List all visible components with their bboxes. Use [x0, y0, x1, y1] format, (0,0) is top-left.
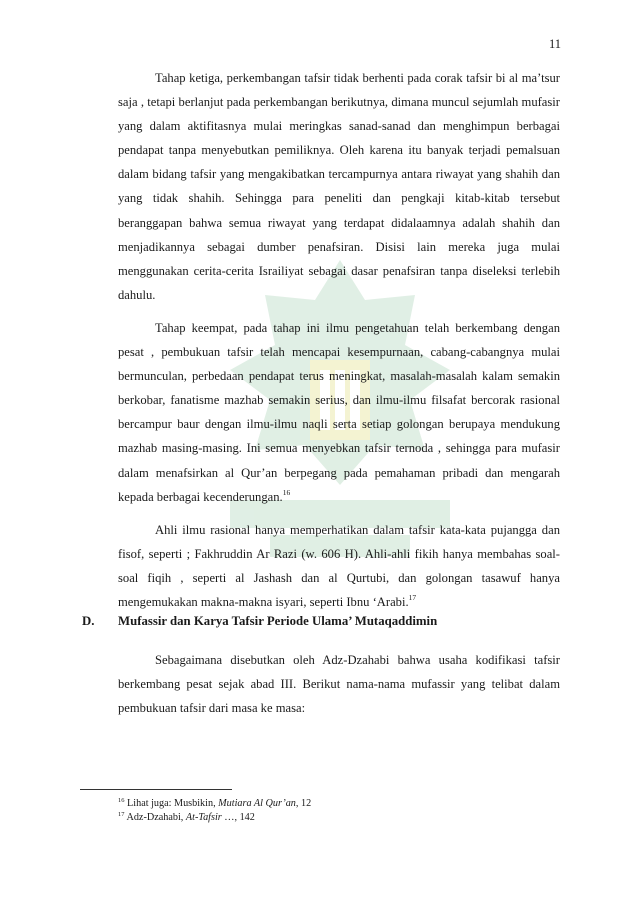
footnote-reference[interactable]: 17	[408, 592, 417, 602]
page-number: 11	[548, 37, 561, 51]
section-heading	[82, 614, 562, 629]
paragraph-tahap-ketiga: Tahap ketiga, perkembangan tafsir tidak berhenti pada corak tafsir bi al ma’tsur saja , tetapi berlanjut pada perkembangan berikutnya, dimana muncul sejumlah mufasir yang dalam aktifitasnya mulai meringkas sanad-sanad dan menghimpun berbagai pendapat tanpa menyebutkan pemiliknya. Oleh karena itu banyak terjadi pemalsuan dalam bidang tafsir yang mengakibatkan tercampurnya antara riwayat yang shahih dan yang tidak shahih. Sehingga para peneliti dan pengkaji kitab-kitab tersebut beranggapan bahwa semua riwayat yang terdapat didalaamnya adalah shahih dan menjadikannya sebagai dumber penafsiran. Disisi lain mereka juga mulai menggunakan cerita-cerita Israiliyat sebagai dasar penafsiran tanpa diseleksi terlebih dahulu.	[118, 71, 560, 302]
footnote-separator	[80, 789, 232, 790]
body-text	[118, 66, 560, 623]
footnote-text: Lihat juga: Musbikin,	[127, 798, 219, 809]
section-paragraph	[118, 648, 560, 729]
footnote-page: , 12	[295, 798, 312, 809]
footnote-16	[118, 797, 311, 811]
section-title: Mufassir dan Karya Tafsir Periode Ulama’ Mutaqaddimin	[118, 614, 438, 628]
section-letter: D.	[82, 614, 95, 628]
footnote-17	[118, 811, 311, 825]
footnote-text: Adz-Dzahabi,	[126, 812, 186, 823]
footnote-reference[interactable]: 16	[282, 487, 291, 497]
paragraph-sebagaimana: Sebagaimana disebutkan oleh Adz-Dzahabi bahwa usaha kodifikasi tafsir berkembang pesat sejak abad III. Berikut nama-nama mufassir yang telibat dalam pembukuan tafsir dari masa ke masa:	[118, 653, 560, 716]
paragraph-ahli-ilmu-rasional: Ahli ilmu rasional hanya memperhatikan dalam tafsir kata-kata pujangga dan fisof, seperti ; Fakhruddin Ar Razi (w. 606 H). Ahli-ahli fikih hanya membahas soal-soal fiqih , seperti al Jashash dan al Qurtubi, dan golongan tasawuf hanya mengemukakan makna-makna isyari, seperti Ibnu ‘Arabi.$^{17}$	[118, 522, 560, 609]
footnote-number: 16	[118, 797, 125, 804]
footnote-title: At-Tafsir	[185, 812, 222, 823]
footnote-number: 17	[118, 811, 125, 818]
footnote-page: …, 142	[221, 812, 255, 823]
footnotes	[118, 797, 311, 825]
footnote-title: Mutiara Al Qur’an	[218, 798, 296, 809]
paragraph-tahap-keempat: Tahap keempat, pada tahap ini ilmu pengetahuan telah berkembang dengan pesat , pembukuan tafsir telah mencapai kesempurnaan, cabang-cabangnya mulai bermunculan, perbedaan pendapat terus meningkat, masalah-masalah kalam semakin berkobar, fanatisme mazhab semakin serius, dan ilmu-ilmu filsafat bercorak rasional bercampur baur dengan ilmu-ilmu naqli serta setiap golongan berupaya mendukung mazhab masing-masing. Ini semua menyebkan tafsir ternoda , sehingga para mufasir dalam menafsirkan al Qur’an berpegang pada pemahaman pribadi dan mengarah kepada berbagai kecenderungan.$^{16}$	[118, 320, 560, 504]
